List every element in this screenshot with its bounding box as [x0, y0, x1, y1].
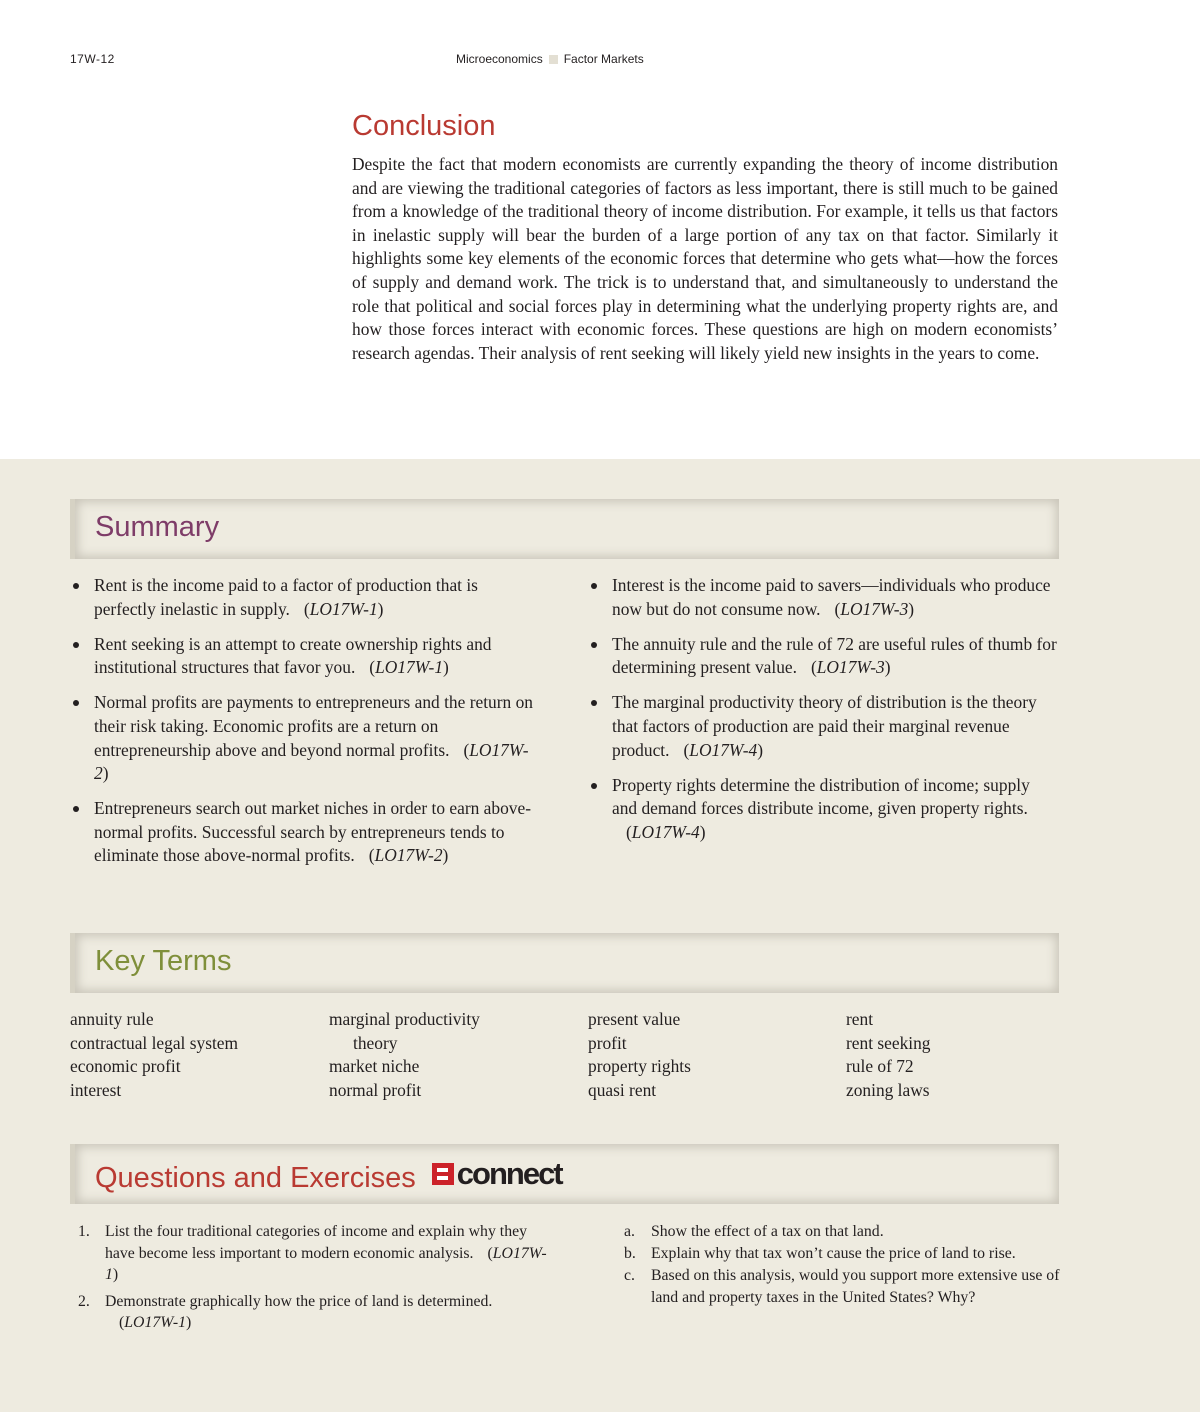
key-terms-column-4: [846, 1008, 1086, 1102]
connect-logo: [432, 1156, 562, 1192]
question-number: 2.: [78, 1292, 90, 1310]
key-term: economic profit: [70, 1056, 181, 1077]
connect-icon: [432, 1163, 454, 1185]
learning-objective: ( LO17W-1 ): [119, 1314, 191, 1331]
key-term: contractual legal system: [70, 1032, 239, 1053]
key-term: rent: [846, 1009, 874, 1029]
question-text: List the four traditional categories of income and explain why they have become less important to modern economic analysis.: [105, 1223, 527, 1262]
key-terms-column-2: [329, 1008, 569, 1102]
summary-item-text: Rent seeking is an attempt to create ownership rights and institutional structures that favor you.: [94, 633, 492, 678]
summary-list-left: [70, 574, 540, 880]
key-terms-header: [70, 933, 1059, 993]
question-item: [78, 1221, 548, 1286]
sub-question-text: Explain why that tax won’t cause the price of land to rise.: [651, 1245, 1016, 1262]
summary-item: [70, 797, 540, 868]
key-term: normal profit: [329, 1079, 422, 1100]
sub-question-text: Show the effect of a tax on that land.: [651, 1223, 884, 1240]
question-item: [78, 1291, 548, 1334]
sub-question-item: [624, 1243, 1084, 1265]
conclusion-section: [352, 110, 1058, 365]
questions-heading-row: [95, 1156, 562, 1195]
summary-item-text: Interest is the income paid to savers—individuals who produce now but do not consume now.: [612, 575, 1051, 619]
key-term: marginal productivity: [329, 1009, 480, 1029]
questions-list: [78, 1221, 548, 1339]
learning-objective: ( LO17W-4 ): [626, 822, 706, 842]
learning-objective: ( LO17W-1 ): [304, 599, 384, 619]
questions-header: [70, 1144, 1059, 1204]
summary-item: [588, 633, 1058, 680]
summary-item-text: Normal profits are payments to entrepreneurs and the return on their risk taking. Economic profits are a return on entrepreneurship above and beyond normal profits.: [94, 692, 533, 760]
learning-objective: ( LO17W-3 ): [811, 657, 891, 677]
running-head: [70, 52, 1130, 70]
page-number: 17W-12: [70, 52, 115, 66]
summary-item-text: The annuity rule and the rule of 72 are useful rules of thumb for determining present value.: [612, 633, 1057, 678]
summary-item-text: The marginal productivity theory of distribution is the theory that factors of production are paid their marginal revenue product.: [612, 692, 1037, 760]
key-term: interest: [70, 1079, 122, 1100]
key-terms-heading: Key Terms: [95, 945, 232, 977]
running-title: [456, 52, 644, 66]
separator-square-icon: [549, 55, 558, 64]
key-term: quasi rent: [588, 1079, 657, 1100]
chapter-title: Factor Markets: [563, 52, 644, 66]
learning-objective: ( LO17W-1 ): [105, 1245, 547, 1284]
sub-question-text: Based on this analysis, would you support more extensive use of land and property taxes in the United States? Why?: [651, 1267, 1060, 1306]
summary-heading: Summary: [95, 511, 220, 543]
key-term: rent seeking: [846, 1032, 931, 1053]
learning-objective: ( LO17W-2 ): [369, 845, 449, 865]
key-term: rule of 72: [846, 1056, 914, 1077]
sub-question-letter: c.: [624, 1267, 635, 1284]
key-term: zoning laws: [846, 1079, 930, 1100]
learning-objective: ( LO17W-3 ): [835, 599, 915, 619]
sub-question-item: [624, 1265, 1084, 1308]
summary-item-text: Entrepreneurs search out market niches in order to earn above-normal profits. Successful search by entrepreneurs tends to eliminate those above-normal profits.: [94, 798, 531, 866]
summary-item: [588, 774, 1058, 845]
question-number: 1.: [78, 1223, 90, 1240]
summary-item: [588, 691, 1058, 762]
summary-list-right: [588, 574, 1058, 856]
book-title: Microeconomics: [456, 52, 543, 66]
key-term-continuation: theory: [353, 1032, 398, 1053]
summary-item: [70, 691, 540, 785]
key-terms-column-3: [588, 1008, 828, 1102]
summary-item-text: Rent is the income paid to a factor of production that is perfectly inelastic in supply.: [94, 575, 478, 619]
key-term: annuity rule: [70, 1009, 154, 1029]
key-term: profit: [588, 1032, 627, 1053]
sub-question-letter: b.: [624, 1245, 636, 1262]
questions-heading: Questions and Exercises: [95, 1162, 416, 1194]
summary-item: [588, 574, 1058, 621]
key-terms-column-1: [70, 1008, 310, 1102]
sub-question-item: [624, 1221, 1084, 1243]
sub-question-letter: a.: [624, 1223, 635, 1240]
question-text: Demonstrate graphically how the price of land is determined.: [105, 1292, 493, 1310]
summary-item: [70, 633, 540, 680]
key-term: present value: [588, 1009, 681, 1029]
conclusion-heading: Conclusion: [352, 110, 496, 142]
summary-header: [70, 499, 1059, 559]
key-term: property rights: [588, 1056, 691, 1077]
learning-objective: ( LO17W-4 ): [683, 740, 763, 760]
learning-objective: ( LO17W-2 ): [94, 740, 529, 784]
conclusion-text: Despite the fact that modern economists are currently expanding the theory of income distribution and are viewing the traditional categories of factors as less important, there is still much to be gained from a knowledge of the traditional theory of income distribution. For example, it tells us that factors in inelastic supply will bear the burden of a large portion of any tax on that factor. Similarly it highlights some key elements of the economic forces that determine who gets what—how the forces of supply and demand work. The trick is to understand that, and simultaneously to understand the role that political and social forces play in determining what the underlying property rights are, and how those forces interact with economic forces. These questions are high on modern economists’ research agendas. Their analysis of rent seeking will likely yield new insights in the years to come.: [352, 154, 1058, 363]
summary-item: [70, 574, 540, 621]
learning-objective: ( LO17W-1 ): [369, 657, 449, 677]
summary-item-text: Property rights determine the distribution of income; supply and demand forces distribute income, given property rights.: [612, 774, 1030, 819]
connect-wordmark: connect: [456, 1156, 562, 1191]
question-sub-items: [624, 1221, 1084, 1309]
key-term: market niche: [329, 1056, 420, 1077]
